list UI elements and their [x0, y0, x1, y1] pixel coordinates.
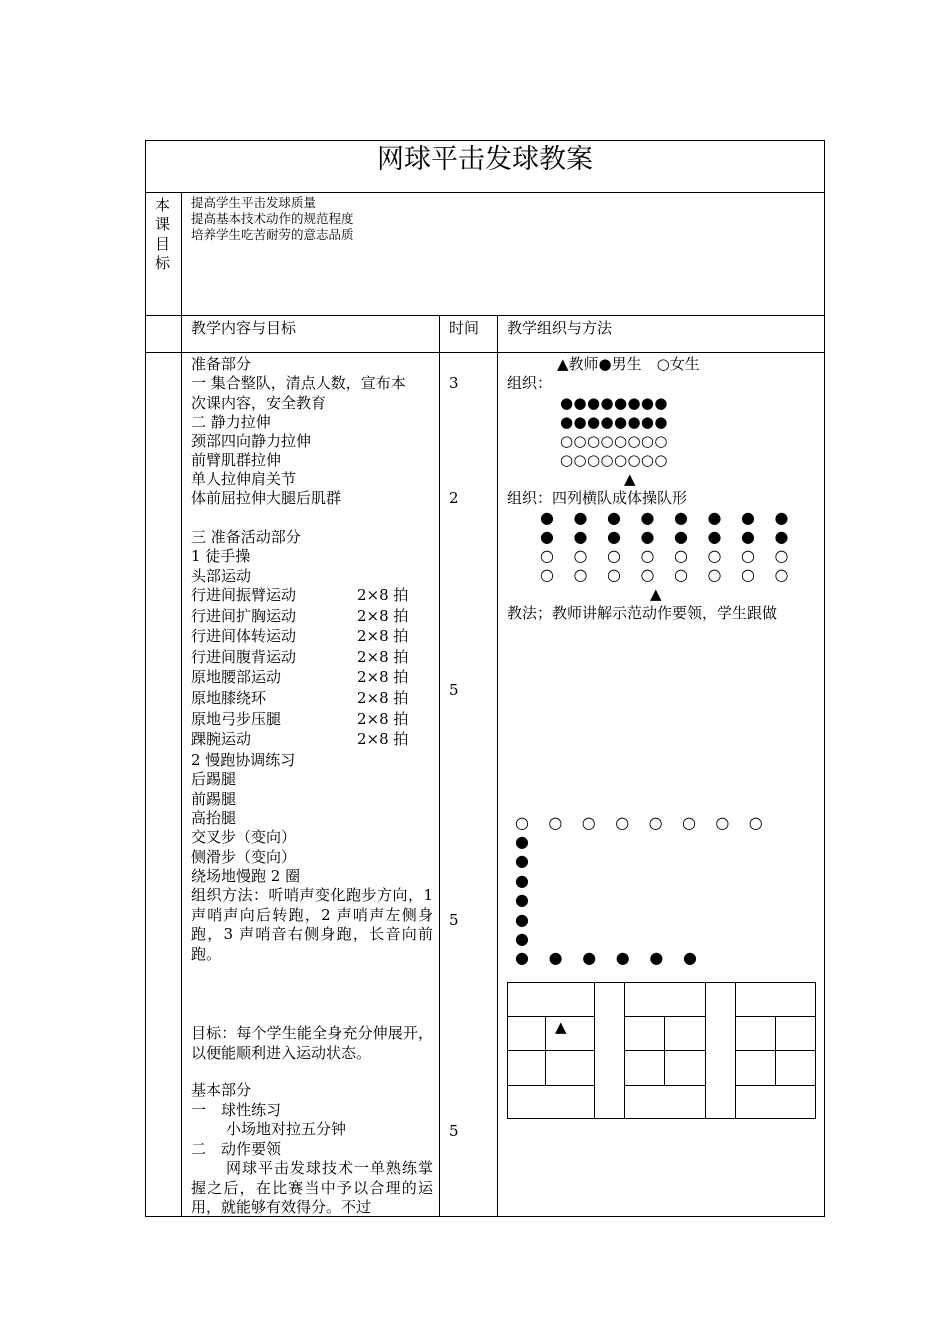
boy-dot: ●	[607, 508, 621, 527]
drill-item: 前踢腿	[191, 790, 237, 808]
basic-item-1-detail: 小场地对拉五分钟	[226, 1120, 347, 1138]
drill-item: 高抬腿	[191, 809, 237, 827]
boy-dot: ●	[548, 948, 563, 967]
objective-label-char: 课	[155, 215, 171, 233]
drill-item: 绕场地慢跑 2 圈	[191, 867, 301, 885]
exercise-reps: 2×8 拍	[357, 689, 409, 707]
time-value: 5	[449, 1122, 459, 1140]
court-line	[507, 1085, 595, 1086]
basic-title: 基本部分	[191, 1081, 252, 1099]
girl-dot: ○	[607, 546, 621, 565]
boy-dot: ●	[707, 527, 722, 546]
row-divider	[145, 315, 825, 316]
boy-dot: ●	[707, 508, 722, 527]
boy-dot: ●	[515, 909, 529, 929]
girl-dot: ○	[640, 546, 655, 565]
girl-dot: ○	[674, 565, 688, 584]
girl-dot: ○	[748, 813, 763, 832]
sub-1: 1 徒手操	[191, 547, 251, 565]
page-title: 网球平击发球教案	[377, 144, 593, 175]
item-1b: 次课内容，安全教育	[191, 394, 327, 412]
court-line	[507, 982, 816, 983]
girl-dot: ○	[741, 565, 755, 584]
court-line	[624, 1085, 706, 1086]
objective-label-char: 本	[155, 196, 171, 214]
exercise-name: 行进间振臂运动	[191, 586, 297, 604]
girl-dot: ○	[615, 813, 630, 832]
item-3: 三 准备活动部分	[191, 528, 301, 546]
girl-dot: ○	[648, 813, 663, 832]
time-value: 5	[449, 681, 459, 699]
col-divider	[497, 315, 498, 1217]
boy-dot: ●	[683, 948, 697, 967]
boy-dot: ●	[615, 948, 630, 967]
boy-dot: ●	[573, 508, 588, 527]
boy-dot: ●	[741, 508, 755, 527]
exercise-name: 踝腕运动	[191, 730, 252, 748]
court-line	[775, 1016, 776, 1086]
basic-item-2-paragraph: 网球平击发球技术一单熟练掌握之后，在比赛当中予以合理的运用，就能够有效得分。不过	[191, 1159, 433, 1217]
court-teacher-marker: ▲	[555, 1018, 567, 1036]
court-line	[664, 1016, 665, 1086]
boy-dot: ●	[515, 890, 529, 910]
exercise-reps: 2×8 拍	[357, 710, 409, 728]
table-border-right	[824, 140, 825, 1217]
stretch-item: 单人拉伸肩关节	[191, 470, 297, 488]
exercise-name: 原地膝绕环	[191, 689, 267, 707]
row-divider	[145, 192, 825, 193]
col-divider	[439, 315, 440, 1217]
girl-dot: ○	[540, 546, 554, 565]
drill-item: 交叉步（变向）	[191, 828, 297, 846]
boy-dot: ●	[774, 527, 789, 546]
exercise-reps: 2×8 拍	[357, 730, 409, 748]
org1-label: 组织：	[507, 374, 553, 392]
boy-dot: ●	[640, 527, 655, 546]
col-divider	[181, 192, 182, 1217]
boy-dot: ●	[540, 508, 554, 527]
girl-dot: ○	[607, 565, 621, 584]
exercise-name: 行进间扩胸运动	[191, 607, 297, 625]
girl-dot: ○	[707, 565, 722, 584]
boy-dot: ●	[582, 948, 597, 967]
drill-item: 侧滑步（变向）	[191, 848, 297, 866]
header-time: 时间	[449, 319, 480, 337]
girl-dot: ○	[515, 813, 529, 832]
prep-title: 准备部分	[191, 355, 252, 373]
exercise-reps: 2×8 拍	[357, 648, 409, 666]
girl-dot: ○	[774, 565, 789, 584]
legend: ▲教师●男生 ○女生	[557, 355, 700, 373]
boy-dot: ●	[674, 508, 688, 527]
boy-dot: ●	[649, 948, 664, 967]
girl-dot: ○	[548, 813, 563, 832]
girl-dot: ○	[682, 813, 696, 832]
formation-row-boys: ●●●●●●●●	[560, 413, 668, 431]
item-1a: 一 集合整队，清点人数，宣布本	[191, 374, 406, 392]
girl-dot: ○	[674, 546, 688, 565]
exercise-reps: 2×8 拍	[357, 607, 409, 625]
teacher-marker: ▲	[624, 470, 636, 488]
table-border-left	[145, 140, 146, 1217]
boy-dot: ●	[515, 929, 529, 948]
teacher-marker: ▲	[650, 585, 662, 603]
boy-dot: ●	[515, 948, 529, 967]
boy-dot: ●	[515, 851, 529, 871]
girl-dot: ○	[741, 546, 755, 565]
basic-item-1: 一 球性练习	[191, 1101, 282, 1119]
formation-row-girls: ○○○○○○○○	[560, 451, 668, 469]
boy-dot: ●	[515, 870, 529, 890]
exercise-name: 行进间体转运动	[191, 627, 297, 645]
teach-method: 教法；教师讲解示范动作要领，学生跟做	[507, 604, 778, 622]
court-line	[545, 1016, 546, 1086]
boy-dot: ●	[741, 527, 755, 546]
exercise-name: 原地腰部运动	[191, 668, 282, 686]
court-line	[624, 1050, 706, 1051]
exercise-reps: 2×8 拍	[357, 627, 409, 645]
formation-row-boys: ●●●●●●●●	[560, 394, 668, 412]
time-value: 2	[449, 489, 459, 507]
basic-item-2: 二 动作要领	[191, 1140, 282, 1158]
stretch-item: 体前屈拉伸大腿后肌群	[191, 489, 342, 507]
org-method-paragraph: 组织方法：听哨声变化跑步方向，1 声哨声向后转跑，2 声哨声左侧身跑，3 声哨音右侧身跑，长音向前跑。	[191, 886, 433, 963]
head-move: 头部运动	[191, 567, 252, 585]
girl-dot: ○	[573, 546, 588, 565]
stretch-item: 颈部四向静力拉伸	[191, 432, 312, 450]
boy-dot: ●	[540, 527, 554, 546]
boy-dot: ●	[607, 527, 621, 546]
org2-label: 组织：四列横队成体操队形	[507, 489, 688, 507]
drill-item: 后踢腿	[191, 770, 237, 788]
girl-dot: ○	[715, 813, 730, 832]
item-2: 二 静力拉伸	[191, 413, 271, 431]
girl-dot: ○	[774, 546, 789, 565]
header-method: 教学组织与方法	[507, 319, 613, 337]
objective-label-char: 目	[155, 235, 171, 253]
objective-label-char: 标	[155, 254, 171, 272]
court-line	[507, 1050, 595, 1051]
header-content: 教学内容与目标	[191, 319, 297, 337]
boy-dot: ●	[573, 527, 588, 546]
exercise-reps: 2×8 拍	[357, 668, 409, 686]
girl-dot: ○	[640, 565, 655, 584]
boy-dot: ●	[515, 832, 529, 851]
formation-row-girls: ○○○○○○○○	[560, 432, 668, 450]
girl-dot: ○	[707, 546, 722, 565]
court-line	[507, 1016, 595, 1017]
boy-dot: ●	[674, 527, 688, 546]
boy-dot: ●	[774, 508, 789, 527]
sub-2: 2 慢跑协调练习	[191, 751, 296, 769]
stretch-item: 前臂肌群拉伸	[191, 451, 282, 469]
girl-dot: ○	[540, 565, 554, 584]
exercise-reps: 2×8 拍	[357, 586, 409, 604]
time-value: 3	[449, 374, 459, 392]
exercise-name: 原地弓步压腿	[191, 710, 282, 728]
girl-dot: ○	[573, 565, 588, 584]
boy-dot: ●	[640, 508, 655, 527]
court-line	[624, 1016, 706, 1017]
objective-line: 培养学生吃苦耐劳的意志品质	[191, 227, 354, 242]
row-divider	[145, 352, 825, 353]
time-value: 5	[449, 911, 459, 929]
court-line	[507, 1118, 816, 1119]
exercise-name: 行进间腹背运动	[191, 648, 297, 666]
girl-dot: ○	[581, 813, 596, 832]
objective-line: 提高基本技术动作的规范程度	[191, 211, 354, 226]
goal-paragraph: 目标：每个学生能全身充分伸展开，以便能顺利进入运动状态。	[191, 1024, 433, 1062]
objective-line: 提高学生平击发球质量	[191, 195, 317, 210]
